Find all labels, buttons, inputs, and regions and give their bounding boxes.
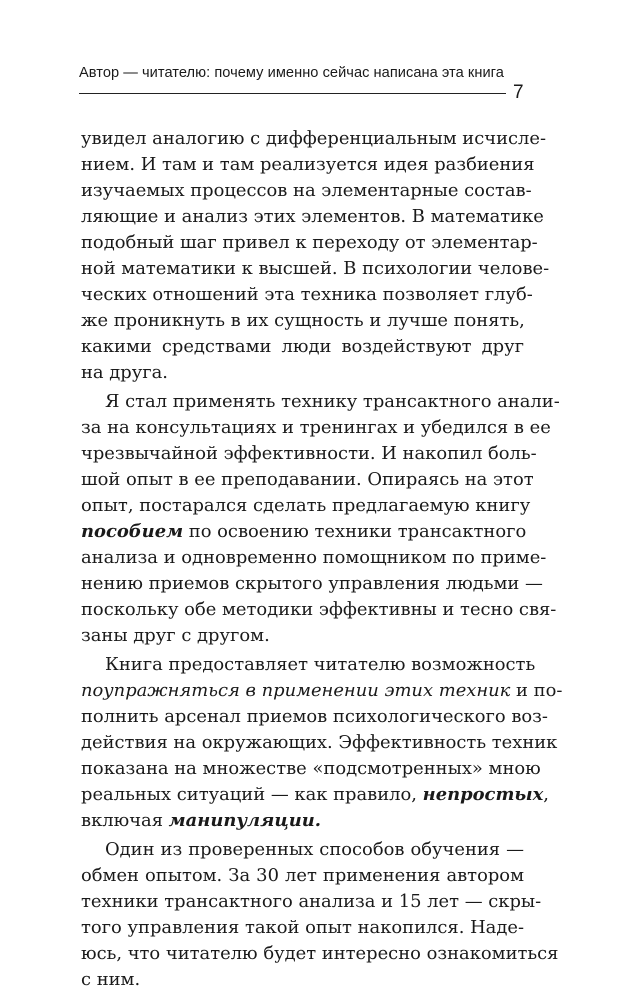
text-line: Книга предоставляет читателю возможность xyxy=(105,654,536,675)
text-line: изучаемых процессов на элементарные состав- xyxy=(81,180,532,201)
text-line: же проникнуть в их сущность и лучше понять, xyxy=(81,310,525,331)
emphasis-bold-italic: непростых xyxy=(422,784,544,805)
text-run: включая xyxy=(81,810,169,831)
text-line: Я стал применять технику трансактного анали- xyxy=(105,391,560,412)
emphasis-italic: поупражняться в применении этих техник xyxy=(81,680,511,701)
text-line: ной математики к высшей. В психологии челове- xyxy=(81,258,550,279)
text-run: по освоению техники трансактного xyxy=(183,521,527,542)
header-rule xyxy=(79,93,506,94)
text-line: техники трансактного анализа и 15 лет — скры- xyxy=(81,891,542,912)
text-line: нием. И там и там реализуется идея разбиения xyxy=(81,154,535,175)
text-line: с ним. xyxy=(81,969,141,990)
text-line: заны друг с другом. xyxy=(81,625,270,646)
text-line xyxy=(81,519,527,545)
text-line: опыт, постарался сделать предлагаемую книгу xyxy=(81,495,531,516)
text-line: шой опыт в ее преподавании. Опираясь на этот xyxy=(81,469,534,490)
text-line: действия на окружающих. Эффективность техник xyxy=(81,732,558,753)
text-run: реальных ситуаций — как правило, xyxy=(81,784,423,805)
text-line xyxy=(81,808,524,834)
text-line: за на консультациях и тренингах и убедился в ее xyxy=(81,417,551,438)
text-line xyxy=(81,678,563,704)
text-line: увидел аналогию с дифференциальным исчисле- xyxy=(81,128,547,149)
text-line: чрезвычайной эффективности. И накопил боль- xyxy=(81,443,537,464)
text-line: полнить арсенал приемов психологического воз- xyxy=(81,706,548,727)
text-line: Один из проверенных способов обучения — xyxy=(105,839,524,860)
text-line: ляющие и анализ этих элементов. В математике xyxy=(81,206,544,227)
text-line: подобный шаг привел к переходу от элементар- xyxy=(81,232,538,253)
text-line: показана на множестве «подсмотренных» мною xyxy=(81,758,541,779)
running-head: Автор — читателю: почему именно сейчас написана эта книга xyxy=(79,65,504,81)
emphasis-bold-italic: пособием xyxy=(81,521,184,542)
text-line: юсь, что читателю будет интересно ознакомиться xyxy=(81,943,559,964)
text-line: анализа и одновременно помощником по приме- xyxy=(81,547,547,568)
emphasis-bold-italic: манипуляции. xyxy=(168,810,321,831)
text-run: и по- xyxy=(510,680,563,701)
text-line: обмен опытом. За 30 лет применения автором xyxy=(81,865,524,886)
body-text xyxy=(81,126,563,993)
text-line: нению приемов скрытого управления людьми — xyxy=(81,573,543,594)
text-line: на друга. xyxy=(81,362,168,383)
text-line xyxy=(81,782,549,808)
text-line: ческих отношений эта техника позволяет глуб- xyxy=(81,284,533,305)
page-number: 7 xyxy=(513,82,524,103)
text-line: того управления такой опыт накопился. Наде- xyxy=(81,917,524,938)
text-run: , xyxy=(543,784,549,805)
text-line: поскольку обе методики эффективны и тесно свя- xyxy=(81,599,557,620)
text-line: какими средствами люди воздействуют друг xyxy=(81,336,524,357)
